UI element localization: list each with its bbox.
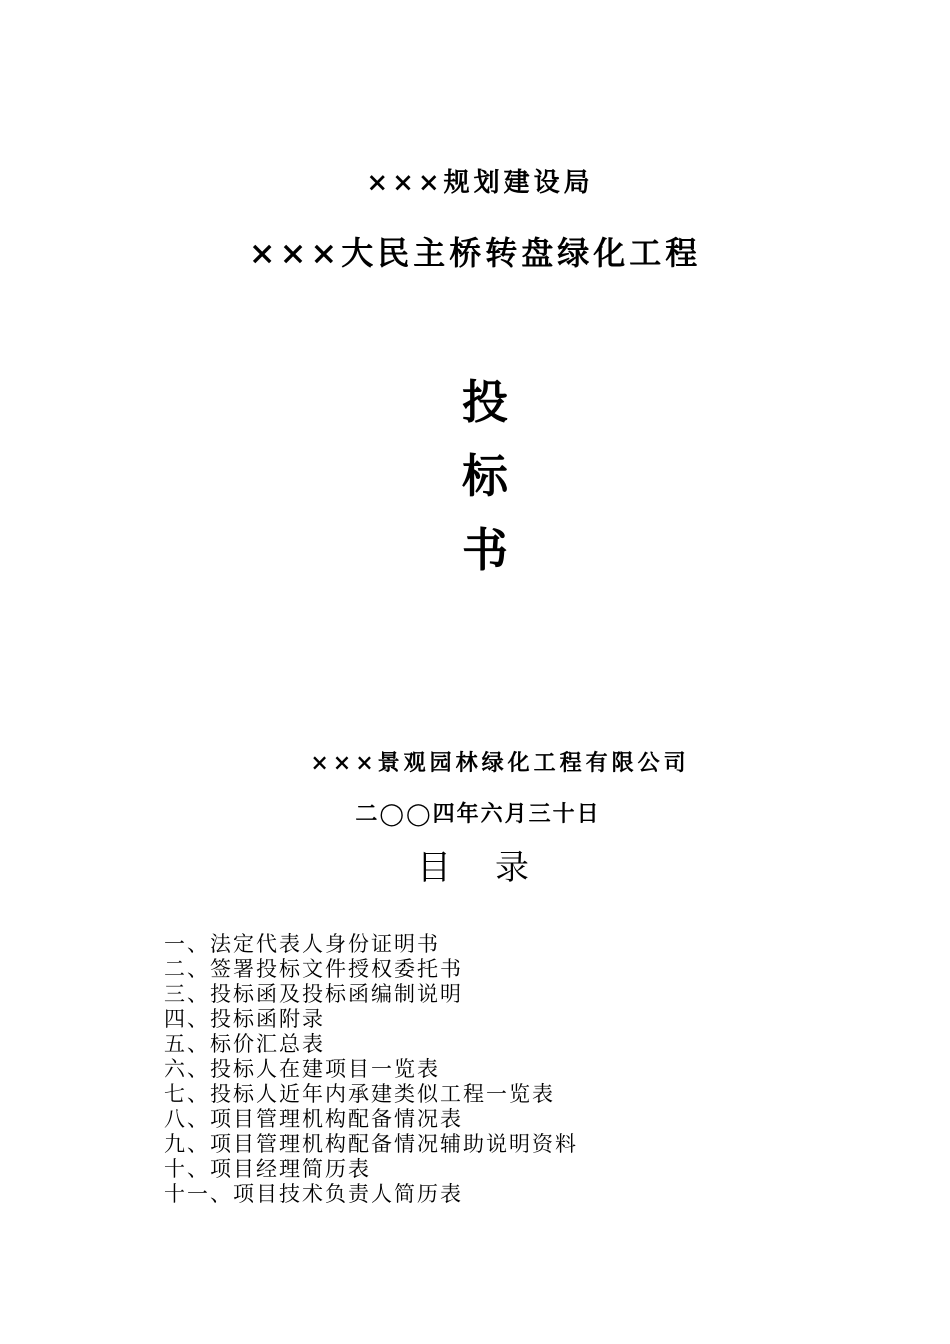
document-title — [455, 372, 515, 594]
document-date: 二◯◯四年六月三十日 — [355, 801, 601, 827]
toc-item: 四、投标函附录 — [164, 1007, 325, 1031]
table-of-contents — [164, 932, 578, 1207]
toc-item: 十一、项目技术负责人简历表 — [164, 1182, 463, 1206]
toc-item: 五、标价汇总表 — [164, 1032, 325, 1056]
toc-item: 九、项目管理机构配备情况辅助说明资料 — [164, 1132, 578, 1156]
toc-item: 三、投标函及投标函编制说明 — [164, 982, 463, 1006]
document-title-char-3: 书 — [462, 523, 508, 577]
document-title-char-2: 标 — [462, 449, 508, 503]
toc-item: 六、投标人在建项目一览表 — [164, 1057, 440, 1081]
company-name: ×××景观园林绿化工程有限公司 — [310, 750, 690, 776]
project-name: ×××大民主桥转盘绿化工程 — [248, 234, 702, 272]
document-title-char-1: 投 — [462, 375, 508, 429]
toc-item: 十、项目经理简历表 — [164, 1157, 371, 1181]
toc-item: 八、项目管理机构配备情况表 — [164, 1107, 463, 1131]
toc-item: 七、投标人近年内承建类似工程一览表 — [164, 1082, 555, 1106]
toc-item: 一、法定代表人身份证明书 — [164, 932, 440, 956]
toc-item: 二、签署投标文件授权委托书 — [164, 957, 463, 981]
toc-heading: 目录 — [417, 848, 573, 888]
issuer-name: ×××规划建设局 — [366, 168, 594, 198]
